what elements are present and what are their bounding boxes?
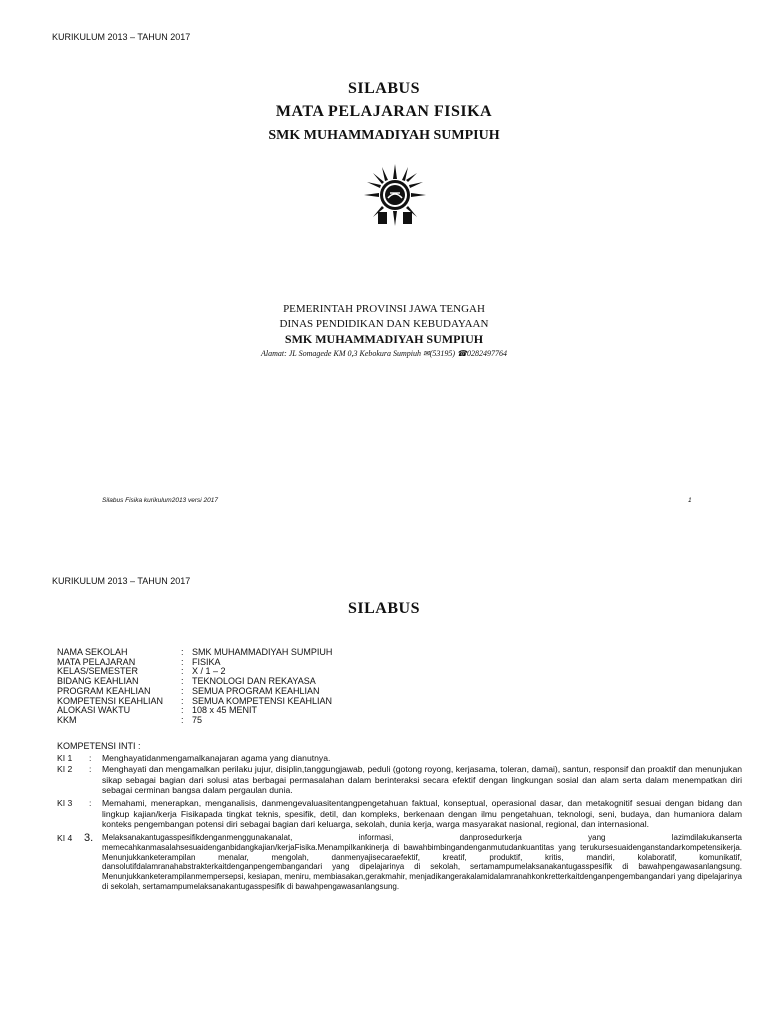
org-line-province: PEMERINTAH PROVINSI JAWA TENGAH [283,303,485,315]
school-info-table: NAMA SEKOLAH : SMK MUHAMMADIYAH SUMPIUH MATA PELAJARAN : FISIKA KELAS/SEMESTER : X / 1 – 2 BIDANG KEAHLIAN : TEKNOLOGI DAN REKAYASA PROGRAM KEAHLIAN : SEMUA PROGRAM KEAHLIAN KOMPETENSI KEAHLIAN : SEMUA KOMPETENSI KEAHLIAN ALOKASI WAKTU : 108 x 45 MENIT KKM : 75 [57,647,333,725]
ki-row: KI 3 : Memahami, menerapkan, menganalisis, danmengevaluasitentangpengetahuan faktual, konseptual, operasional dasar, dan metakognitif sesuai dengan bidang dan lingkup kajian/kerja Fisikapada tingkat teknis, spesifik, detil, dan kompleks, berkenaan dengan ilmu pengetahuan, teknologi, seni, budaya, dan humaniora dalam konteks pengembangan potensi diri sebagai bagian dari keluarga, sekolah, dunia kerja, warga masyarakat nasional, regional, dan internasional. [57,798,742,830]
ki-number: 3. [84,832,94,844]
org-line-department: DINAS PENDIDIKAN DAN KEBUDAYAAN [279,318,489,330]
ki-code: KI 1 [57,753,73,763]
info-label: ALOKASI WAKTU [57,705,131,716]
ki-text: Menghayati dan mengamalkan perilaku jujur, disiplin,tanggungjawab, peduli (gotong royong, kerjasama, toleran, damai), santun, responsif dan proaktif dan menunjukan sikap sebagai bagian dari solusi atas berbagai permasalahan dalam berinteraksi secara efektif dengan lingkungan sosial dan alam serta dalam menempatkan diri sebagai cerminan bangsa dalam pergaulan dunia. [102,764,742,796]
info-value: 75 [192,714,203,725]
ki-code: KI 4 [57,833,73,843]
school-address: Alamat: JL Somagede KM 0,3 Kebokura Sumpiuh ✉(53195) ☎0282497764 [260,349,508,358]
info-value: X / 1 – 2 [192,666,226,677]
info-value: SEMUA PROGRAM KEAHLIAN [192,685,320,696]
org-line-school: SMK MUHAMMADIYAH SUMPIUH [284,332,484,346]
muhammadiyah-logo [362,162,428,228]
info-label: BIDANG KEAHLIAN [57,676,139,687]
ki-row: KI 2 : Menghayati dan mengamalkan perilaku jujur, disiplin,tanggungjawab, peduli (gotong royong, kerjasama, toleran, damai), santun, responsif dan proaktif dan menunjukan sikap sebagai bagian dari solusi atas berbagai permasalahan dalam berinteraksi secara efektif dengan lingkungan sosial dan alam serta dalam menempatkan diri sebagai cerminan bangsa dalam pergaulan dunia. [57,764,742,796]
info-value: SEMUA KOMPETENSI KEAHLIAN [192,695,333,706]
page-title: SILABUS [348,600,420,617]
info-label: KELAS/SEMESTER [57,666,139,677]
ki-text: Memahami, menerapkan, menganalisis, danmengevaluasitentangpengetahuan faktual, konseptual, operasional dasar, dan metakognitif sesuai dengan bidang dan lingkup kajian/kerja Fisikapada tingkat teknis, spesifik, detil, dan kompleks, berkenaan dengan ilmu pengetahuan, teknologi, seni, budaya, dan humaniora dalam konteks pengembangan potensi diri sebagai bagian dari keluarga, sekolah, dunia kerja, warga masyarakat nasional, regional, dan internasional. [102,798,742,830]
ki-text: Menghayatidanmengamalkanajaran agama yang dianutnya. [102,753,331,763]
school-title: SMK MUHAMMADIYAH SUMPIUH [268,128,500,143]
ki-heading: KOMPETENSI INTI : [57,741,141,751]
ki-code: KI 3 [57,798,73,808]
info-label: KOMPETENSI KEAHLIAN [57,695,164,706]
info-label: MATA PELAJARAN [57,656,136,667]
ki-row [0,833,768,933]
page-footer: Silabus Fisika kurikulum2013 versi 2017 [102,497,218,504]
ki-code: KI 2 [57,764,73,774]
info-value: 108 x 45 MENIT [192,705,258,716]
ki-row: KI 1 : Menghayatidanmengamalkanajaran agama yang dianutnya. [0,753,768,764]
info-value: SMK MUHAMMADIYAH SUMPIUH [192,647,333,657]
info-value: FISIKA [192,656,221,667]
subject-title: MATA PELAJARAN FISIKA [275,103,493,120]
ki-text: Melaksanakantugasspesifikdenganmenggunakanalat, informasi, danprosedurkerja yang lazimdilakukanserta memecahkanmasalahsesuaidenganbidangkajian/kerjaFisika.Menampilkankinerja di bawahbimbingandenganmutudankuantitas yang terukursesuaidenganstandarkompetensikerja. Menunjukkanketerampilan menalar, mengolah, danmenyajisecaraefektif, kreatif, produktif, kritis, mandiri, kolaboratif, komunikatif, dansolutifdalamranahabstrakterkaitdenganpengembangandari yang dipelajarinya di sekolah, sertamampumelaksanakantugasspesifik di bawahpengawasanlangsung. Menunjukkanketerampilanmempersepsi, kesiapan, meniru, membiasakan,gerakmahir, menjadikangerakalamidalamranahkonkretterkaitdenganpengembangandari yang dipelajarinya di sekolah, sertamampumelaksanakantugasspesifik di bawahpengawasanlangsung. [102,833,742,891]
info-value: TEKNOLOGI DAN REKAYASA [192,676,316,687]
page-header: KURIKULUM 2013 – TAHUN 2017 [52,32,191,42]
info-label: PROGRAM KEAHLIAN [57,685,151,696]
page-header: KURIKULUM 2013 – TAHUN 2017 [52,576,191,586]
info-label: NAMA SEKOLAH [57,647,128,657]
page-title: SILABUS [348,80,420,97]
page-number: 1 [688,497,692,504]
info-label: KKM [57,714,77,725]
